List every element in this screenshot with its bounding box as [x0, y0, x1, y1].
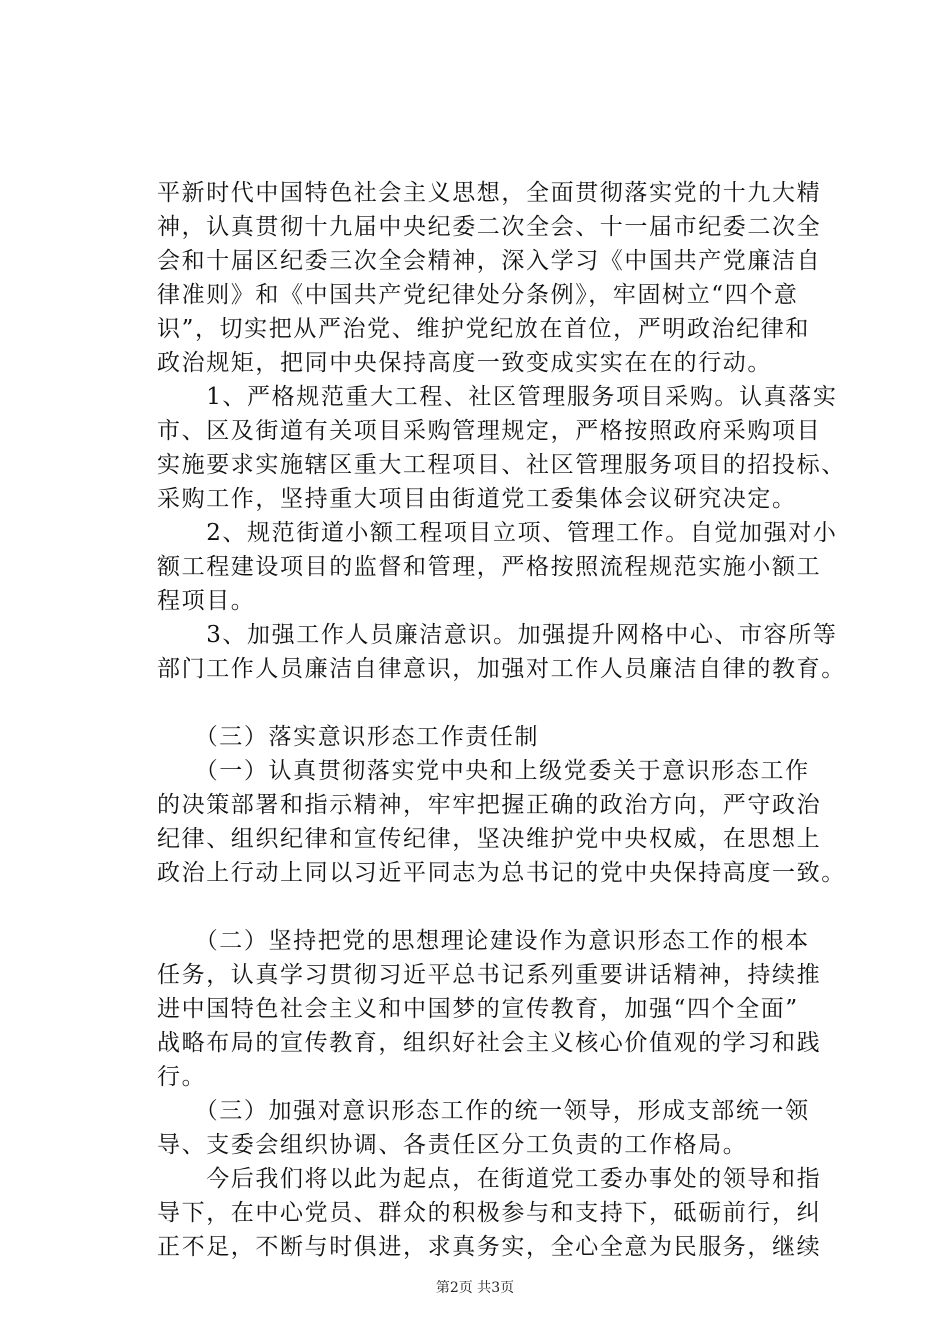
text-line: 政治上行动上同以习近平同志为总书记的党中央保持高度一致。	[157, 860, 846, 886]
section-heading: （三）落实意识形态工作责任制	[157, 724, 540, 750]
text-line: 导下，在中心党员、群众的积极参与和支持下，砥砺前行，纠	[157, 1200, 822, 1226]
document-body	[157, 176, 846, 1264]
text-line: 采购工作，坚持重大项目由街道党工委集体会议研究决定。	[157, 486, 797, 512]
text-line: 3、加强工作人员廉洁意识。加强提升网格中心、市容所等	[157, 622, 838, 648]
text-line: 的决策部署和指示精神，牢牢把握正确的政治方向，严守政治	[157, 792, 822, 818]
text-line: 识”，切实把从严治党、维护党纪放在首位，严明政治纪律和	[157, 316, 810, 342]
text-line: 市、区及街道有关项目采购管理规定，严格按照政府采购项目	[157, 418, 822, 444]
text-line: 导、支委会组织协调、各责任区分工负责的工作格局。	[157, 1132, 748, 1158]
text-line: 2、规范街道小额工程项目立项、管理工作。自觉加强对小	[157, 520, 838, 546]
text-line: 今后我们将以此为起点，在街道党工委办事处的领导和指	[157, 1166, 822, 1192]
text-line: 额工程建设项目的监督和管理，严格按照流程规范实施小额工	[157, 554, 822, 580]
text-line: 律准则》和《中国共产党纪律处分条例》，牢固树立“四个意	[157, 282, 799, 308]
text-line: 正不足，不断与时俱进，求真务实，全心全意为民服务，继续	[157, 1234, 822, 1260]
text-line: 政治规矩，把同中央保持高度一致变成实实在在的行动。	[157, 350, 772, 376]
text-line: （一）认真贯彻落实党中央和上级党委关于意识形态工作	[157, 758, 810, 784]
text-line: 任务，认真学习贯彻习近平总书记系列重要讲话精神，持续推	[157, 962, 822, 988]
text-line: 战略布局的宣传教育，组织好社会主义核心价值观的学习和践	[157, 1030, 822, 1056]
text-line: 1、严格规范重大工程、社区管理服务项目采购。认真落实	[157, 384, 838, 410]
text-line: 纪律、组织纪律和宣传纪律，坚决维护党中央权威，在思想上	[157, 826, 822, 852]
text-line: （三）加强对意识形态工作的统一领导，形成支部统一领	[157, 1098, 810, 1124]
paragraph-gap	[157, 686, 833, 720]
text-line: 会和十届区纪委三次全会精神，深入学习《中国共产党廉洁自	[157, 248, 822, 274]
text-line: 程项目。	[157, 588, 256, 614]
paragraph-gap	[157, 890, 833, 924]
text-line: 行。	[157, 1064, 207, 1090]
text-line: 神，认真贯彻十九届中央纪委二次全会、十一届市纪委二次全	[157, 214, 822, 240]
text-line: （二）坚持把党的思想理论建设作为意识形态工作的根本	[157, 928, 810, 954]
text-line: 平新时代中国特色社会主义思想，全面贯彻落实党的十九大精	[157, 180, 822, 206]
text-line: 部门工作人员廉洁自律意识，加强对工作人员廉洁自律的教育。	[157, 656, 846, 682]
text-line: 进中国特色社会主义和中国梦的宣传教育，加强“四个全面”	[157, 996, 799, 1022]
page-number-footer: 第2页 共3页	[435, 1280, 515, 1296]
text-line: 实施要求实施辖区重大工程项目、社区管理服务项目的招投标、	[157, 452, 846, 478]
